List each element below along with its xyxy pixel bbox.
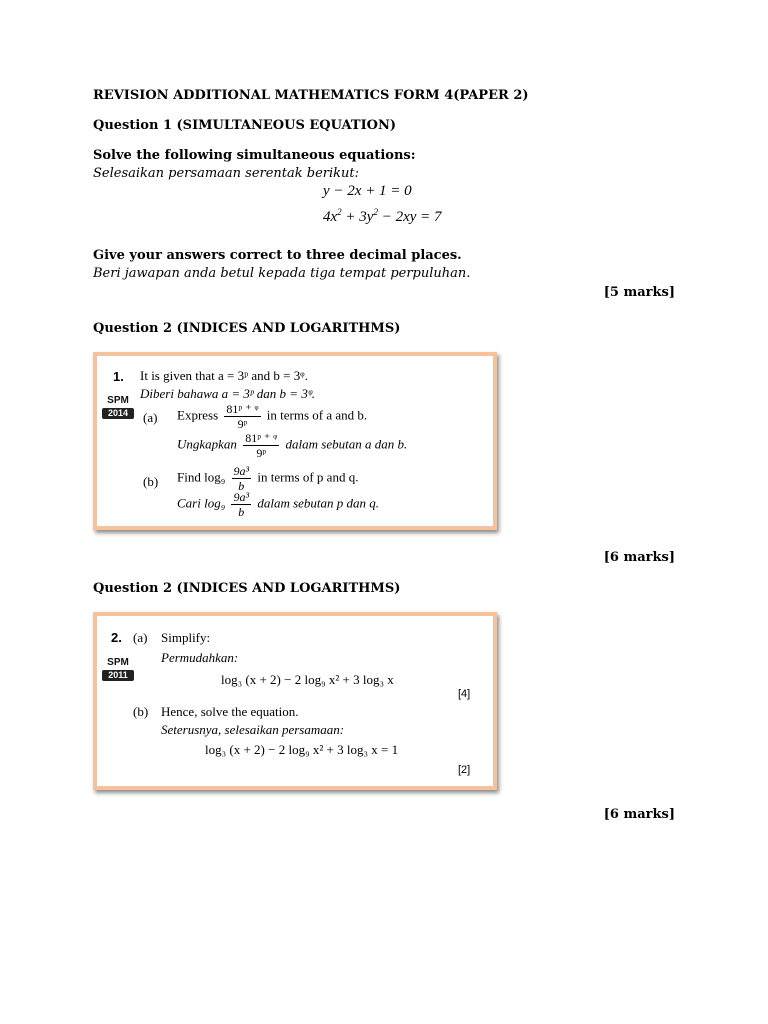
q2a-part-a-ms: Ungkapkan $\frac{\text{81ᵖ ⁺ ᵠ}}{\text{9ᵖ}}$ dalam sebutan a dan b. bbox=[177, 431, 408, 460]
q2a-given-en: It is given that a = 3ᵖ and b = 3ᵠ. bbox=[140, 368, 308, 383]
q2a-marks: [6 marks] bbox=[603, 550, 675, 565]
q2b-part-a-mark: [4] bbox=[458, 688, 471, 700]
q2b-part-b-mark: [2] bbox=[458, 764, 471, 776]
q2b-number: 2. bbox=[111, 630, 122, 645]
q2a-part-a-label: (a) bbox=[143, 410, 158, 425]
q2a-given-ms: Diberi bahawa a = 3ᵖ dan b = 3ᵠ. bbox=[140, 386, 316, 401]
q2b-part-b-expression: log₃ (x + 2) − 2 log₉ x² + 3 log₃ x = 1 bbox=[205, 742, 399, 757]
spm-year: 2011 bbox=[102, 670, 134, 681]
q2a-part-b-label: (b) bbox=[143, 474, 159, 489]
fraction: $\frac{\text{81ᵖ ⁺ ᵠ}}{\text{9ᵖ}}$ bbox=[226, 402, 259, 431]
q2a-part-a-en: Express $\frac{\text{81ᵖ ⁺ ᵠ}}{\text{9ᵖ}}$ in terms of a and b. bbox=[177, 402, 368, 431]
q2b-part-a-en: Simplify: bbox=[161, 630, 211, 645]
q2b-part-b-label: (b) bbox=[133, 704, 149, 719]
spm-year: 2014 bbox=[102, 408, 134, 419]
document-title: REVISION ADDITIONAL MATHEMATICS FORM 4(PAPER 2) bbox=[93, 88, 529, 103]
q2b-part-b-ms: Seterusnya, selesaikan persamaan: bbox=[161, 722, 345, 737]
spm-label: SPM bbox=[107, 395, 129, 406]
q1-heading: Question 1 (SIMULTANEOUS EQUATION) bbox=[93, 118, 397, 133]
q2a-part-b-ms: Cari log₉ $\frac{\text{9a³}}{b}$ dalam sebutan p dan q. bbox=[177, 490, 380, 519]
q2b-question-image bbox=[93, 612, 497, 790]
q1-instruction-en: Solve the following simultaneous equations: bbox=[93, 148, 416, 163]
q2b-part-b-en: Hence, solve the equation. bbox=[161, 704, 299, 719]
q2b-heading: Question 2 (INDICES AND LOGARITHMS) bbox=[93, 581, 401, 596]
q2b-marks: [6 marks] bbox=[603, 807, 675, 822]
q1-answer-en: Give your answers correct to three decimal places. bbox=[93, 248, 462, 263]
q2a-part-b-en: Find log₉ $\frac{\text{9a³}}{b}$ in terms of p and q. bbox=[177, 464, 359, 493]
spm-badge bbox=[102, 652, 134, 681]
q2a-number: 1. bbox=[113, 369, 124, 384]
fraction: $\frac{\text{81ᵖ ⁺ ᵠ}}{\text{9ᵖ}}$ bbox=[245, 431, 278, 460]
q2a-question-image bbox=[93, 352, 497, 530]
q1-equation-1: y − 2x + 1 = 0 bbox=[323, 183, 412, 199]
q1-instruction-ms: Selesaikan persamaan serentak berikut: bbox=[93, 166, 360, 181]
q2b-part-a-expression: log₃ (x + 2) − 2 log₉ x² + 3 log₃ x bbox=[221, 672, 394, 687]
q2a-heading: Question 2 (INDICES AND LOGARITHMS) bbox=[93, 321, 401, 336]
q1-equation-2: $4x^2 + 3y^2 - 2xy = 7$ bbox=[323, 207, 442, 225]
fraction: $\frac{\text{9a³}}{b}$ bbox=[233, 490, 250, 519]
spm-label: SPM bbox=[107, 657, 129, 668]
q2b-part-a-ms: Permudahkan: bbox=[161, 650, 239, 665]
spm-badge bbox=[102, 390, 134, 419]
q1-answer-ms: Beri jawapan anda betul kepada tiga tempat perpuluhan. bbox=[93, 266, 471, 281]
q2b-part-a-label: (a) bbox=[133, 630, 148, 645]
q1-marks: [5 marks] bbox=[603, 285, 675, 300]
fraction: $\frac{\text{9a³}}{b}$ bbox=[233, 464, 250, 493]
